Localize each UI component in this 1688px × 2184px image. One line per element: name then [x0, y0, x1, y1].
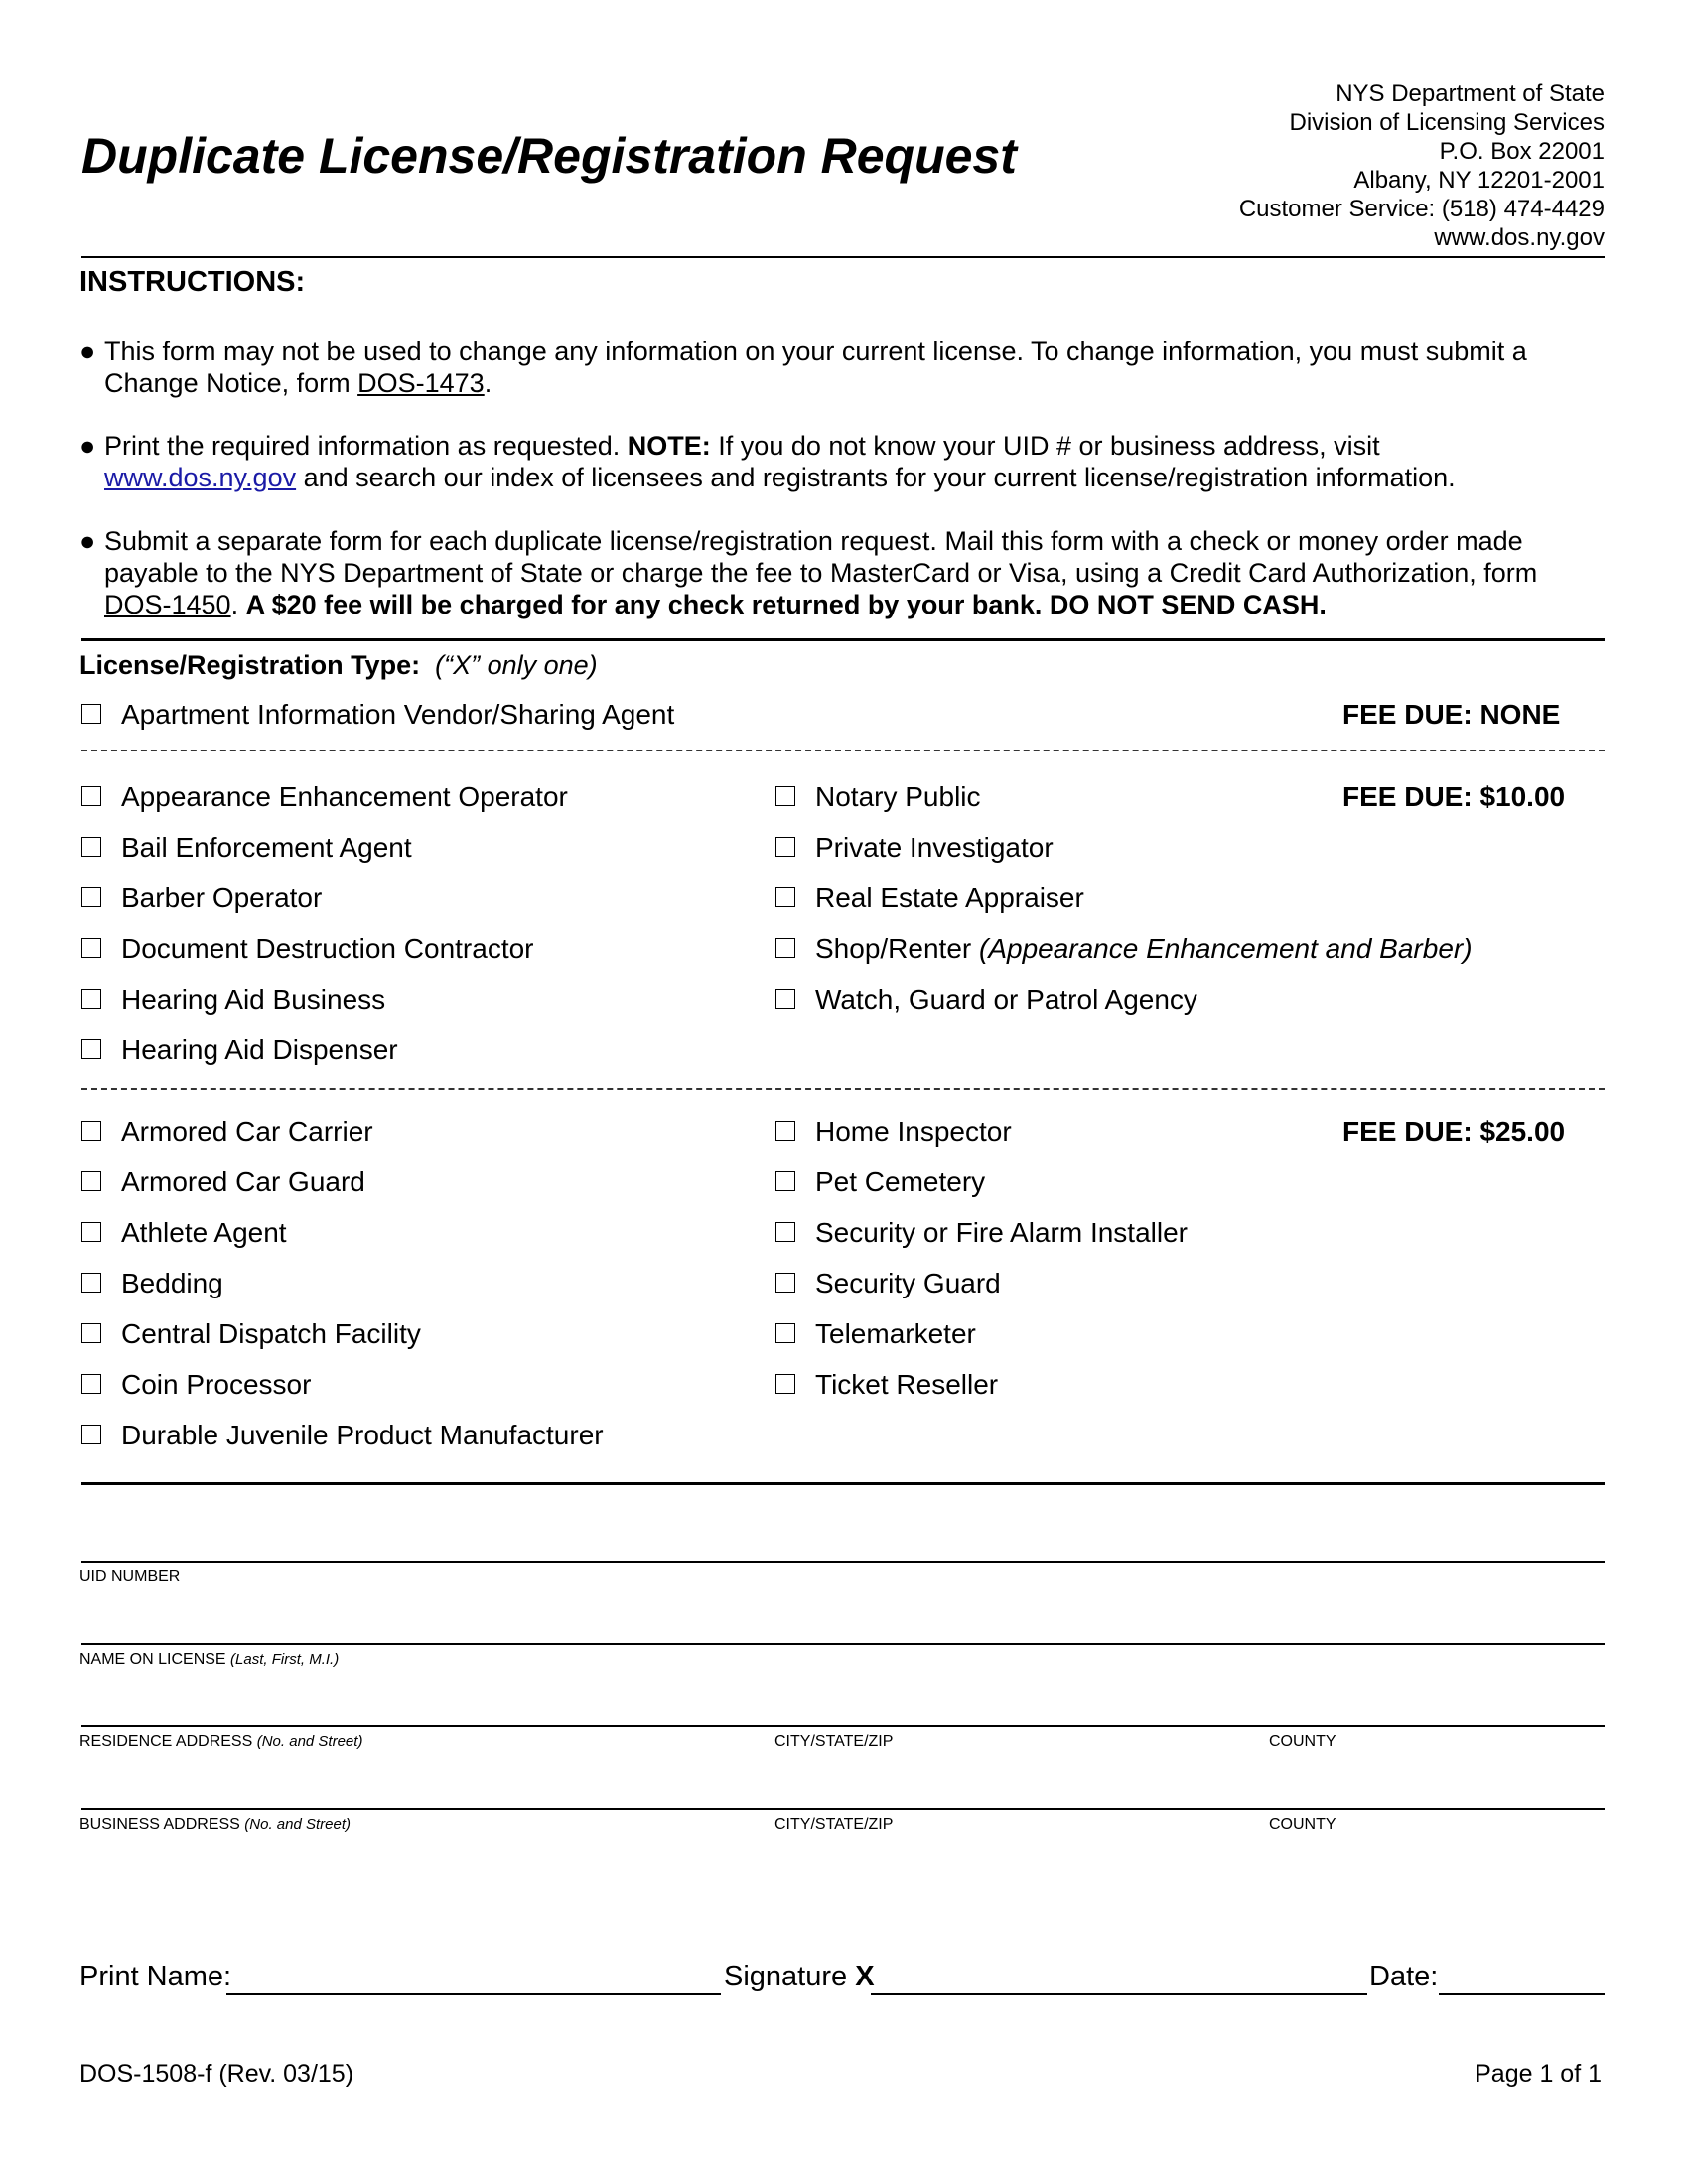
- business-county-label: COUNTY: [1269, 1816, 1336, 1833]
- instruction-bullet-3: ● Submit a separate form for each duplicate license/registration request. Mail this form with a check or money order made payable to the NYS Department of State or charge the fee to MasterCard or Visa, using a Credit Card Authorization, form DOS-1450. A $20 fee will be charged for any check returned by your bank. DO NOT SEND CASH.: [79, 526, 1538, 619]
- page-number: Page 1 of 1: [1475, 2060, 1602, 2088]
- option-armored-car-carrier[interactable]: Armored Car Carrier: [81, 1116, 373, 1148]
- checkbox[interactable]: [81, 1425, 101, 1444]
- option-real-estate-appraiser[interactable]: Real Estate Appraiser: [775, 883, 1084, 914]
- option-telemarketer[interactable]: Telemarketer: [775, 1318, 976, 1350]
- fee-due-none: FEE DUE: NONE: [1342, 699, 1561, 730]
- option-security-fire-alarm-installer[interactable]: Security or Fire Alarm Installer: [775, 1217, 1188, 1249]
- form-revision: DOS-1508-f (Rev. 03/15): [79, 2060, 354, 2088]
- dashed-divider: [81, 750, 1605, 751]
- option-security-guard[interactable]: Security Guard: [775, 1268, 1001, 1299]
- print-name-label: Print Name:: [79, 1961, 232, 1992]
- bullet-icon: ●: [79, 526, 96, 556]
- option-watch-guard-patrol-agency[interactable]: Watch, Guard or Patrol Agency: [775, 984, 1197, 1016]
- option-bail-enforcement-agent[interactable]: Bail Enforcement Agent: [81, 832, 412, 864]
- agency-po-box: P.O. Box 22001: [1439, 138, 1605, 165]
- dos-1473-link[interactable]: DOS-1473: [357, 368, 485, 398]
- agency-name: NYS Department of State: [1336, 80, 1605, 107]
- agency-address: [1108, 79, 1605, 252]
- bullet-icon: ●: [79, 431, 96, 461]
- instruction-bullet-2: ● Print the required information as requested. NOTE: If you do not know your UID # or business address, visit www.dos.ny.gov and search our index of licensees and registrants for your current license/registration information.: [79, 431, 1456, 492]
- option-apartment-information-vendor[interactable]: Apartment Information Vendor/Sharing Agent: [81, 699, 674, 731]
- fee-due-10: FEE DUE: $10.00: [1342, 781, 1566, 812]
- uid-number-input[interactable]: [81, 1561, 1605, 1563]
- option-barber-operator[interactable]: Barber Operator: [81, 883, 322, 914]
- checkbox[interactable]: [81, 1039, 101, 1059]
- agency-website[interactable]: www.dos.ny.gov: [1434, 224, 1605, 251]
- signature-input[interactable]: [871, 1993, 1367, 1995]
- residence-county-label: COUNTY: [1269, 1733, 1336, 1750]
- checkbox[interactable]: [81, 938, 101, 958]
- option-athlete-agent[interactable]: Athlete Agent: [81, 1217, 287, 1249]
- option-central-dispatch-facility[interactable]: Central Dispatch Facility: [81, 1318, 421, 1350]
- checkbox[interactable]: [81, 837, 101, 857]
- instructions-heading: INSTRUCTIONS:: [79, 266, 306, 298]
- option-private-investigator[interactable]: Private Investigator: [775, 832, 1054, 864]
- checkbox[interactable]: [81, 1374, 101, 1394]
- checkbox[interactable]: [81, 1121, 101, 1141]
- dos-1450-link[interactable]: DOS-1450: [104, 590, 231, 619]
- residence-address-label: RESIDENCE ADDRESS (No. and Street): [79, 1733, 363, 1750]
- checkbox[interactable]: [775, 837, 795, 857]
- option-shop-renter[interactable]: Shop/Renter (Appearance Enhancement and Barber): [775, 933, 1473, 965]
- form-title: Duplicate License/Registration Request: [81, 128, 1017, 184]
- bullet-icon: ●: [79, 337, 96, 366]
- checkbox[interactable]: [775, 786, 795, 806]
- header-divider: [81, 256, 1605, 258]
- option-notary-public[interactable]: Notary Public: [775, 781, 981, 813]
- instructions-divider: [81, 638, 1605, 641]
- print-name-input[interactable]: [226, 1993, 721, 1995]
- residence-city-state-zip-label: CITY/STATE/ZIP: [774, 1733, 894, 1750]
- agency-division: Division of Licensing Services: [1289, 109, 1605, 136]
- checkbox[interactable]: [775, 989, 795, 1009]
- checkbox[interactable]: [81, 1323, 101, 1343]
- checkbox[interactable]: [81, 1273, 101, 1293]
- uid-number-label: UID NUMBER: [79, 1569, 181, 1585]
- checkbox[interactable]: [775, 1171, 795, 1191]
- residence-address-input[interactable]: [81, 1725, 1605, 1727]
- checkbox[interactable]: [81, 786, 101, 806]
- option-armored-car-guard[interactable]: Armored Car Guard: [81, 1166, 365, 1198]
- license-type-label: License/Registration Type: (“X” only one): [79, 650, 598, 680]
- dos-website-link[interactable]: www.dos.ny.gov: [104, 463, 297, 492]
- option-document-destruction-contractor[interactable]: Document Destruction Contractor: [81, 933, 534, 965]
- checkbox[interactable]: [775, 938, 795, 958]
- option-coin-processor[interactable]: Coin Processor: [81, 1369, 311, 1401]
- name-on-license-label: NAME ON LICENSE (Last, First, M.I.): [79, 1651, 340, 1668]
- checkbox[interactable]: [81, 704, 101, 724]
- date-input[interactable]: [1439, 1993, 1605, 1995]
- option-hearing-aid-dispenser[interactable]: Hearing Aid Dispenser: [81, 1034, 398, 1066]
- option-home-inspector[interactable]: Home Inspector: [775, 1116, 1012, 1148]
- option-bedding[interactable]: Bedding: [81, 1268, 223, 1299]
- business-address-input[interactable]: [81, 1808, 1605, 1810]
- dashed-divider: [81, 1088, 1605, 1090]
- option-ticket-reseller[interactable]: Ticket Reseller: [775, 1369, 998, 1401]
- checkbox[interactable]: [81, 989, 101, 1009]
- checkbox[interactable]: [775, 1374, 795, 1394]
- checkbox[interactable]: [775, 1273, 795, 1293]
- checkbox[interactable]: [81, 1171, 101, 1191]
- option-hearing-aid-business[interactable]: Hearing Aid Business: [81, 984, 385, 1016]
- fee-due-25: FEE DUE: $25.00: [1342, 1116, 1566, 1147]
- business-city-state-zip-label: CITY/STATE/ZIP: [774, 1816, 894, 1833]
- license-type-divider: [81, 1482, 1605, 1485]
- option-durable-juvenile-product-manufacturer[interactable]: Durable Juvenile Product Manufacturer: [81, 1420, 604, 1451]
- option-appearance-enhancement-operator[interactable]: Appearance Enhancement Operator: [81, 781, 568, 813]
- agency-phone: Customer Service: (518) 474-4429: [1238, 196, 1605, 222]
- checkbox[interactable]: [775, 1121, 795, 1141]
- checkbox[interactable]: [81, 1222, 101, 1242]
- checkbox[interactable]: [81, 887, 101, 907]
- name-on-license-input[interactable]: [81, 1643, 1605, 1645]
- option-pet-cemetery[interactable]: Pet Cemetery: [775, 1166, 985, 1198]
- instruction-bullet-1: ● This form may not be used to change any information on your current license. To change information, you must submit a Change Notice, form DOS-1473.: [79, 337, 1527, 398]
- date-label: Date:: [1369, 1961, 1439, 1992]
- checkbox[interactable]: [775, 1323, 795, 1343]
- signature-label: Signature X: [724, 1961, 875, 1992]
- business-address-label: BUSINESS ADDRESS (No. and Street): [79, 1816, 351, 1833]
- checkbox[interactable]: [775, 1222, 795, 1242]
- agency-city: Albany, NY 12201-2001: [1353, 167, 1605, 194]
- checkbox[interactable]: [775, 887, 795, 907]
